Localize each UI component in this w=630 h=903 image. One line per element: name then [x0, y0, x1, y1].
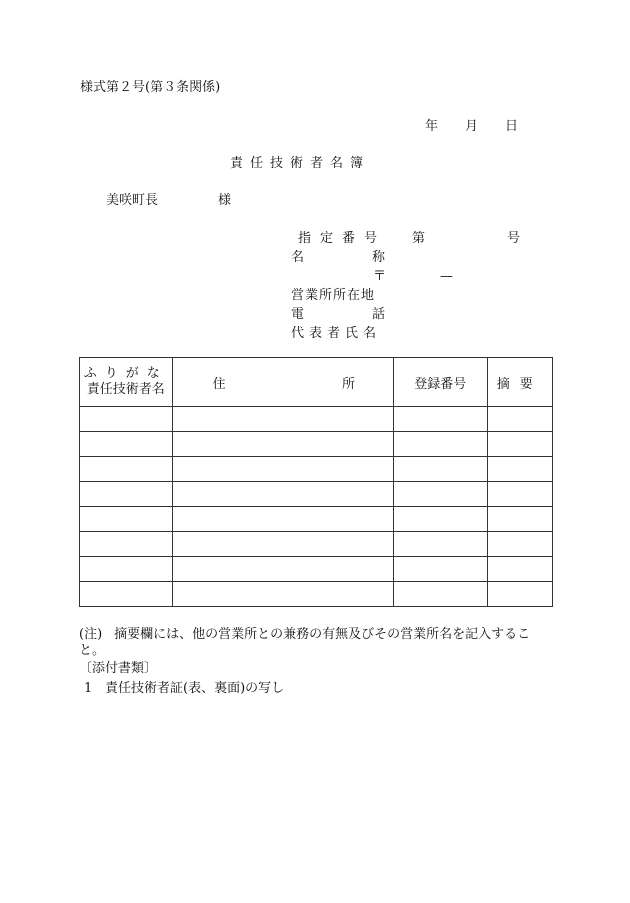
table-row	[80, 482, 553, 507]
cell-registration-number[interactable]	[393, 582, 487, 607]
note	[79, 627, 530, 643]
date-day-label: 日	[505, 119, 519, 134]
cell-technician-name[interactable]	[80, 482, 173, 507]
cell-address[interactable]	[172, 432, 393, 457]
phone-label-second: 話	[372, 307, 386, 322]
name-label-first: 名	[291, 250, 305, 265]
table-row	[80, 457, 553, 482]
attachment-item	[84, 681, 284, 697]
representative-label: 代表者氏名	[291, 326, 382, 341]
cell-remarks[interactable]	[487, 482, 552, 507]
cell-remarks[interactable]	[487, 507, 552, 532]
cell-address[interactable]	[172, 557, 393, 582]
table-row	[80, 407, 553, 432]
attachments-heading: 〔添付書類〕	[79, 661, 158, 676]
cell-remarks[interactable]	[487, 582, 552, 607]
date-year-label: 年	[425, 119, 439, 134]
addressee-name: 美咲町長	[106, 193, 159, 208]
cell-technician-name[interactable]	[80, 432, 173, 457]
cell-address[interactable]	[172, 407, 393, 432]
cell-registration-number[interactable]	[393, 482, 487, 507]
cell-technician-name[interactable]	[80, 457, 173, 482]
date-month-label: 月	[465, 119, 479, 134]
office-address-label: 営業所所在地	[291, 288, 376, 303]
header-technician-name	[80, 358, 173, 407]
cell-remarks[interactable]	[487, 432, 552, 457]
date-line	[425, 119, 518, 135]
header-registration-number: 登録番号	[393, 358, 487, 407]
addressee	[106, 193, 231, 209]
cell-address[interactable]	[172, 457, 393, 482]
cell-remarks[interactable]	[487, 457, 552, 482]
designation-prefix: 第	[412, 231, 426, 246]
cell-technician-name[interactable]	[80, 557, 173, 582]
technician-name-label: 責任技術者名	[86, 382, 165, 397]
cell-address[interactable]	[172, 507, 393, 532]
header-address	[172, 358, 393, 407]
cell-technician-name[interactable]	[80, 582, 173, 607]
table-row	[80, 432, 553, 457]
addressee-honorific: 様	[218, 193, 232, 208]
cell-remarks[interactable]	[487, 557, 552, 582]
form-number: 様式第２号(第３条関係)	[80, 80, 221, 95]
designation-label: 指定番号	[298, 231, 387, 246]
cell-remarks[interactable]	[487, 407, 552, 432]
table-row	[80, 507, 553, 532]
cell-registration-number[interactable]	[393, 532, 487, 557]
address-label-second: 所	[341, 376, 355, 392]
technician-register-table	[79, 357, 553, 607]
cell-technician-name[interactable]	[80, 532, 173, 557]
document-title: 責任技術者名簿	[230, 156, 371, 171]
header-remarks: 摘要	[487, 358, 552, 407]
cell-registration-number[interactable]	[393, 407, 487, 432]
note-mark: (注)	[79, 627, 103, 642]
cell-registration-number[interactable]	[393, 432, 487, 457]
cell-technician-name[interactable]	[80, 407, 173, 432]
address-label-first: 住	[212, 376, 226, 392]
cell-address[interactable]	[172, 582, 393, 607]
furigana-label: ふりがな	[83, 366, 168, 381]
attachment-text: 責任技術者証(表、裏面)の写し	[105, 681, 285, 696]
cell-registration-number[interactable]	[393, 457, 487, 482]
name-label-second: 称	[372, 250, 386, 265]
table-row	[80, 582, 553, 607]
cell-registration-number[interactable]	[393, 557, 487, 582]
table-row	[80, 557, 553, 582]
table-header-row	[80, 358, 553, 407]
note-text-continued: と。	[79, 643, 106, 658]
cell-address[interactable]	[172, 532, 393, 557]
cell-remarks[interactable]	[487, 532, 552, 557]
cell-technician-name[interactable]	[80, 507, 173, 532]
phone-label-first: 電	[291, 307, 305, 322]
designation-suffix: 号	[507, 231, 521, 246]
postal-mark: 〒	[373, 269, 387, 284]
attachment-number: 1	[84, 681, 93, 696]
postal-dash: —	[440, 269, 453, 284]
note-text: 摘要欄には、他の営業所との兼務の有無及びその営業所名を記入するこ	[114, 627, 531, 642]
table-row	[80, 532, 553, 557]
cell-address[interactable]	[172, 482, 393, 507]
cell-registration-number[interactable]	[393, 507, 487, 532]
